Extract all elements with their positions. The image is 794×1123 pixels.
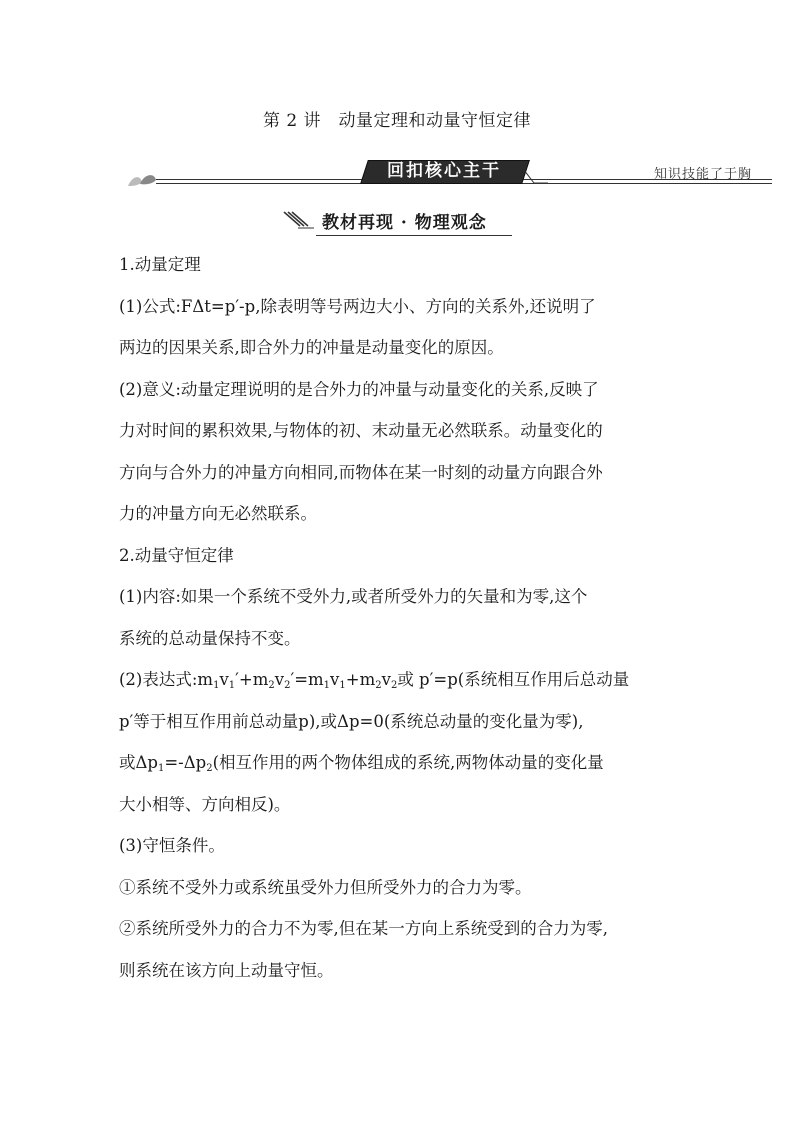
text-line: 力对时间的累积效果,与物体的初、末动量无必然联系。动量变化的 [119, 421, 603, 440]
lecture-title: 第 2 讲 动量定理和动量守恒定律 [262, 111, 532, 131]
core-banner [120, 156, 772, 192]
banner-tail-icon [524, 170, 548, 184]
section-2-heading: 2.动量守恒定律 [119, 545, 234, 565]
text-line: 两边的因果关系,即合外力的冲量是动量变化的原因。 [119, 338, 504, 357]
list-item: ②系统所受外力的合力不为零,但在某一方向上系统受到的合力为零, [119, 919, 608, 938]
section-label: 教材再现 · 物理观念 [322, 213, 487, 233]
text-line: (3)守恒条件。 [119, 836, 225, 855]
formula-line: (2)表达式$:m_1v_1'+m_2v_2'=m_1v_1+m_2v_2$或 p′=p(系统相互作用后总动量 [119, 670, 630, 691]
text-line: p′等于相互作用前总动量p),或Δp=0(系统总动量的变化量为零), [119, 711, 584, 731]
text-line: 系统的总动量保持不变。 [119, 628, 301, 648]
formula-line: 或$\Delta p_1=-\Delta p_2$(相互作用的两个物体组成的系统,两物体动量的变化量 [119, 753, 604, 774]
banner-label: 回扣核心主干 [387, 161, 501, 181]
section-1-heading: 1.动量定理 [119, 255, 201, 274]
list-item: ①系统不受外力或系统虽受外力但所受外力的合力为零。 [119, 877, 532, 897]
main-content [119, 244, 684, 991]
banner-slogan: 知识技能了于胸 [653, 167, 752, 182]
pencil-icon [280, 210, 316, 232]
text-line: (2)意义:动量定理说明的是合外力的冲量与动量变化的关系,反映了 [119, 379, 599, 399]
section-underline [316, 235, 512, 236]
text-line: 大小相等、方向相反)。 [119, 794, 291, 814]
text-line: (1)公式:FΔt=p′-p,除表明等号两边大小、方向的关系外,还说明了 [119, 296, 596, 316]
text-line: 力的冲量方向无必然联系。 [119, 504, 317, 523]
leaf-icon [126, 172, 160, 188]
text-line: 则系统在该方向上动量守恒。 [119, 960, 334, 980]
text-line: (1)内容:如果一个系统不受外力,或者所受外力的矢量和为零,这个 [119, 587, 588, 606]
section-header [280, 206, 520, 236]
text-line: 方向与合外力的冲量方向相同,而物体在某一时刻的动量方向跟合外 [119, 462, 603, 482]
